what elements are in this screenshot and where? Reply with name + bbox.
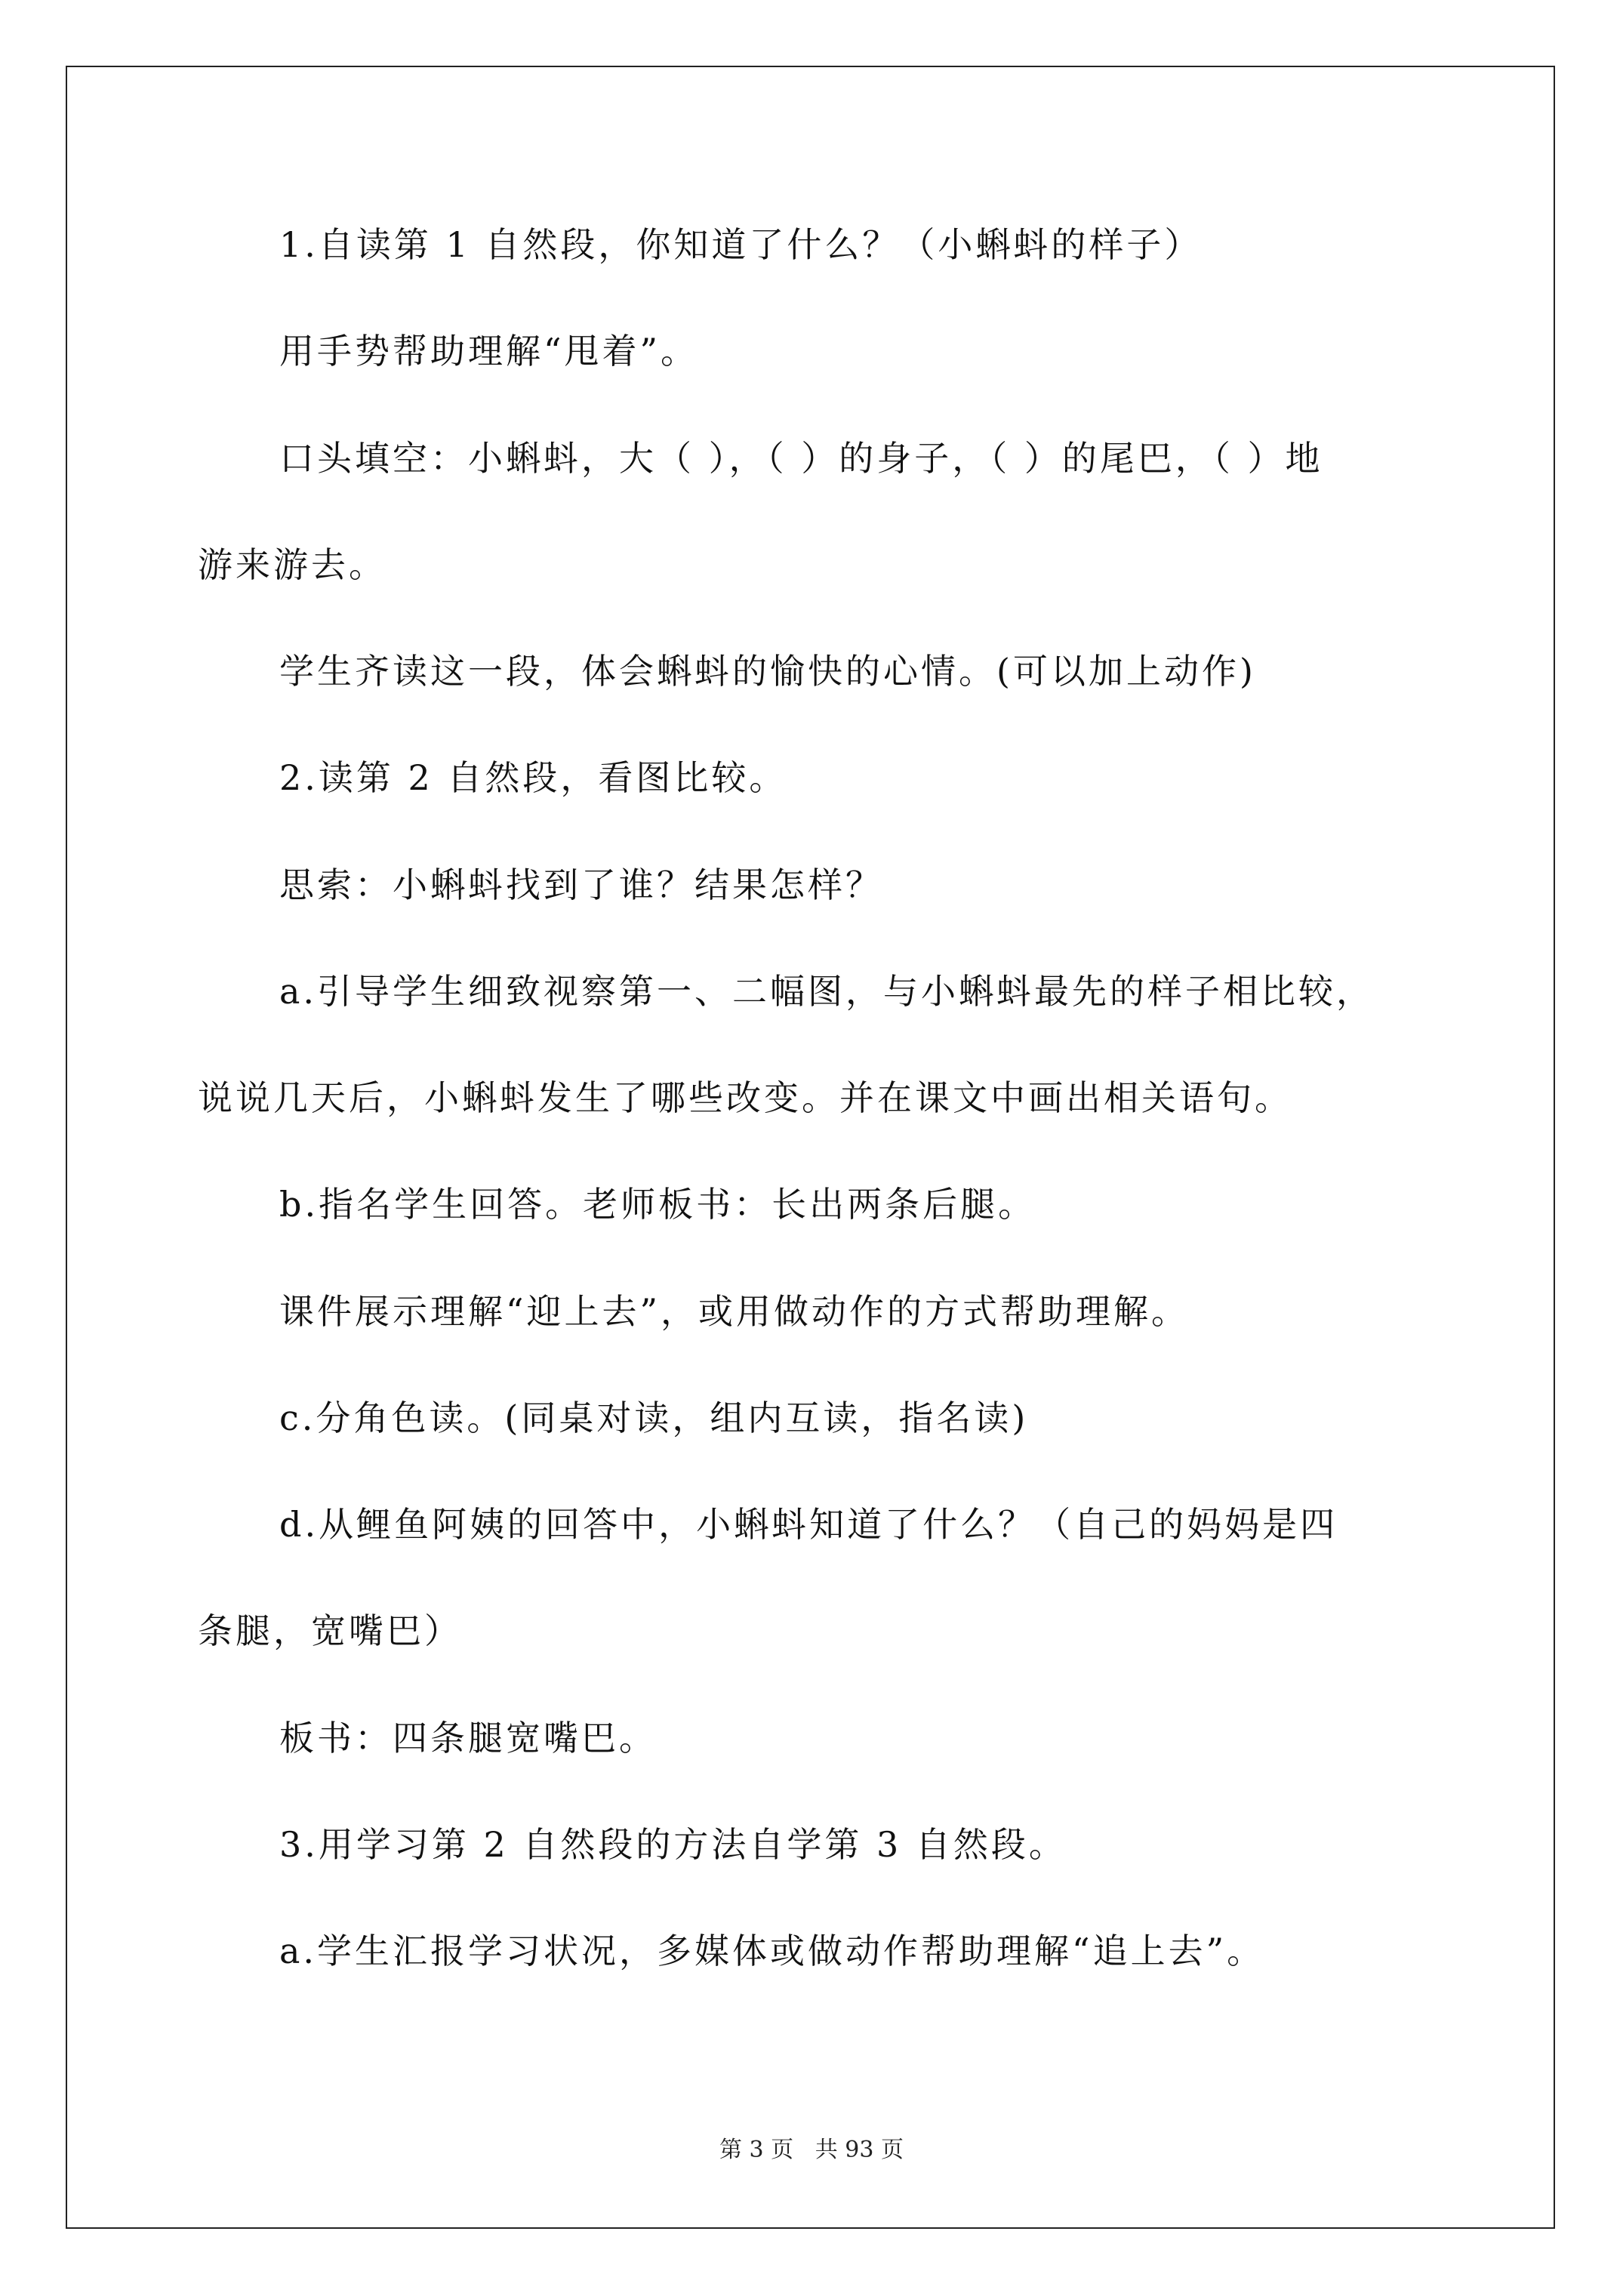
paragraph-line: b.指名学生回答。老师板书：长出两条后腿。 — [279, 1184, 1036, 1225]
paragraph-line: 口头填空：小蝌蚪，大（ ），（ ）的身子，（ ）的尾巴，（ ）地 — [279, 438, 1323, 479]
paragraph-line: 3.用学习第 2 自然段的方法自学第 3 自然段。 — [279, 1824, 1067, 1865]
paragraph-line: d.从鲤鱼阿姨的回答中，小蝌蚪知道了什么？（自己的妈妈是四 — [279, 1504, 1338, 1545]
page-border — [66, 66, 1555, 2229]
paragraph-line: 思索：小蝌蚪找到了谁？结果怎样？ — [279, 864, 883, 905]
paragraph-line: 条腿，宽嘴巴） — [198, 1610, 462, 1651]
paragraph-line: 学生齐读这一段，体会蝌蚪的愉快的心情。(可以加上动作) — [279, 651, 1256, 692]
paragraph-line: a.学生汇报学习状况，多媒体或做动作帮助理解“追上去”。 — [279, 1931, 1265, 1971]
paragraph-line: 用手势帮助理解“甩着”。 — [279, 331, 699, 371]
paragraph-line: 课件展示理解“迎上去”，或用做动作的方式帮助理解。 — [279, 1291, 1190, 1332]
paragraph-line: 说说几天后，小蝌蚪发生了哪些改变。并在课文中画出相关语句。 — [198, 1077, 1292, 1118]
paragraph-line: 2.读第 2 自然段，看图比较。 — [279, 757, 787, 798]
paragraph-line: 游来游去。 — [198, 544, 387, 585]
paragraph-line: a.引导学生细致视察第一、二幅图，与小蝌蚪最先的样子相比较， — [279, 971, 1375, 1012]
paragraph-line: 1.自读第 1 自然段，你知道了什么？（小蝌蚪的样子） — [279, 224, 1203, 265]
page-number: 第 3 页 共 93 页 — [719, 2137, 904, 2163]
paragraph-line: 板书：四条腿宽嘴巴。 — [279, 1718, 657, 1758]
paragraph-line: c.分角色读。(同桌对读，组内互读，指名读) — [279, 1398, 1029, 1438]
